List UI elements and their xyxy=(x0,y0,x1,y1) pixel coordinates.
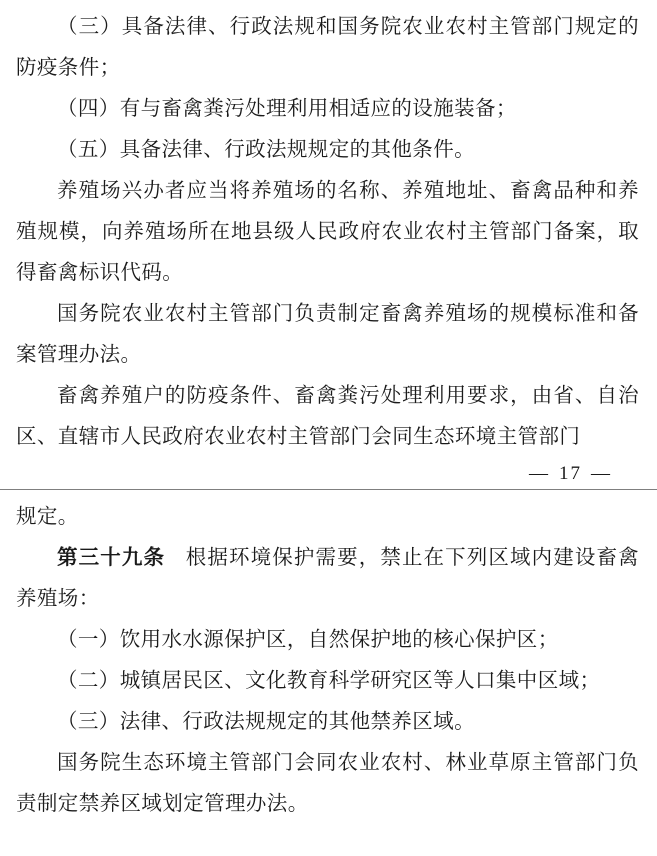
page-number-right-dash: — xyxy=(591,463,612,484)
article-39-paragraph xyxy=(16,537,639,619)
paragraph-continuation: 规定。 xyxy=(16,504,79,528)
paragraph-farm-registration: 养殖场兴办者应当将养殖场的名称、养殖地址、畜禽品种和养殖规模，向养殖场所在地县级人民政府农业农村主管部门备案，取得畜禽标识代码。 xyxy=(16,178,639,284)
bottom-paragraph-item-1: （一）饮用水水源保护区，自然保护地的核心保护区； xyxy=(57,627,559,651)
article-39-number: 第三十九条 xyxy=(57,545,166,569)
paragraph-item-3: （三）具备法律、行政法规和国务院农业农村主管部门规定的防疫条件； xyxy=(16,14,639,79)
paragraph-item-4: （四）有与畜禽粪污处理利用相适应的设施装备； xyxy=(57,96,517,120)
paragraph-scale-standard: 国务院农业农村主管部门负责制定畜禽养殖场的规模标准和备案管理办法。 xyxy=(16,301,639,366)
bottom-text-section xyxy=(0,490,657,824)
article-39-text: 根据环境保护需要，禁止在下列区域内建设畜禽养殖场： xyxy=(16,545,639,610)
bottom-paragraph-item-2: （二）城镇居民区、文化教育科学研究区等人口集中区域； xyxy=(57,668,601,692)
bottom-paragraph-management: 国务院生态环境主管部门会同农业农村、林业草原主管部门负责制定禁养区域划定管理办法。 xyxy=(16,750,639,815)
page-number-value: 17 xyxy=(559,463,582,484)
paragraph-item-5: （五）具备法律、行政法规规定的其他条件。 xyxy=(57,137,475,161)
paragraph-household-requirements: 畜禽养殖户的防疫条件、畜禽粪污处理利用要求，由省、自治区、直辖市人民政府农业农村主管部门会同生态环境主管部门 xyxy=(16,383,639,448)
page-number xyxy=(0,457,657,489)
page-number-left-dash: — xyxy=(529,463,550,484)
bottom-paragraph-item-3: （三）法律、行政法规规定的其他禁养区域。 xyxy=(57,709,475,733)
